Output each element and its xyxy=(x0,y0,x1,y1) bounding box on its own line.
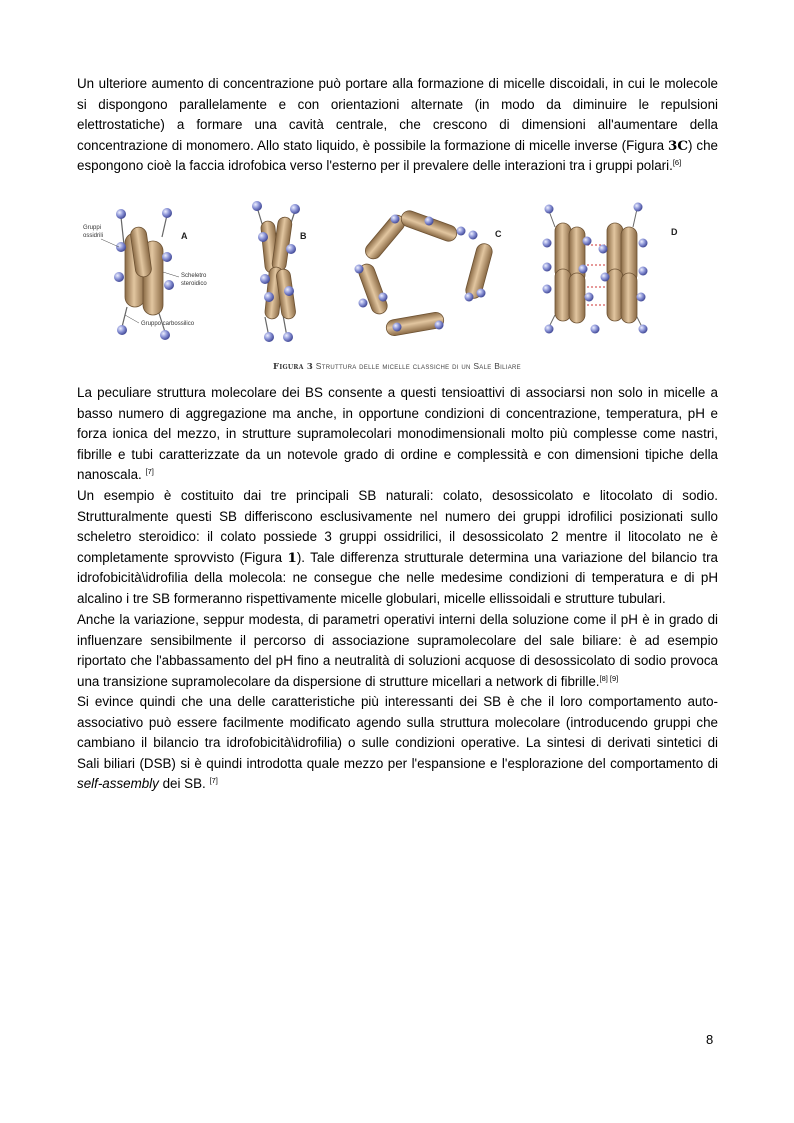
text-line: fibrille e tubi caratterizzate da un notevole grado di ordine e complessità e con dimensioni tipiche della xyxy=(77,446,718,462)
emphasis-self-assembly: self-assembly xyxy=(77,776,159,792)
paragraph-struttura-bs xyxy=(77,383,718,486)
caption-text: Struttura delle micelle classiche di un Sale Biliare xyxy=(313,361,521,371)
micelle-figure xyxy=(77,197,718,347)
text-line: Si evince quindi che una delle caratteristiche più interessanti dei SB è che il loro comportamento auto- xyxy=(77,694,718,709)
text-line: Anche la variazione, seppur modesta, di parametri operativi interni della soluzione come il pH è in grado di xyxy=(77,612,718,627)
figure-ref-3c[interactable]: 3C xyxy=(668,137,688,154)
text-line: associativo può essere facilmente modificato agendo sulla struttura molecolare (introducendo gruppi che xyxy=(77,714,718,730)
text-line xyxy=(77,672,718,693)
text-line: alcalino i tre SB formeranno rispettivamente micelle globulari, micelle ellissoidali e strutture tubulari. xyxy=(77,590,666,606)
text-line xyxy=(77,774,718,795)
text-segment: ). Tale differenza strutturale determina una variazione del bilancio tra xyxy=(296,549,719,565)
citation-ref[interactable]: [7] xyxy=(145,467,154,477)
text-line: La peculiare struttura molecolare dei BS consente a questi tensioattivi di associarsi non solo in micelle a xyxy=(77,385,718,400)
panel-d-micelle xyxy=(543,203,679,334)
annotation-ossidrili: ossidrili xyxy=(83,233,104,239)
paragraph-micelle-discoidali xyxy=(77,74,718,177)
text-line xyxy=(77,465,718,486)
text-line-with-ref xyxy=(77,136,718,157)
panel-label-b: B xyxy=(300,231,307,241)
panel-label-c: C xyxy=(495,229,502,239)
paragraph-auto-associativo xyxy=(77,692,718,795)
text-line: cambiano il bilancio tra idrofobicità\idrofilia) o sulle condizioni operative. La sintesi di derivati sintetici di xyxy=(77,735,718,751)
text-line: idrofobicità\idrofilia della molecola: ne consegue che nelle medesime condizioni di temperatura e di pH xyxy=(77,570,718,586)
text-line: influenzare sensibilmente il percorso di associazione supramolecolare del sale biliare: è ad esempio xyxy=(77,632,718,648)
panel-b-micelle xyxy=(252,201,307,342)
annotation-steroidico: steroidico xyxy=(181,281,207,287)
text-line: Strutturalmente questi SB differiscono esclusivamente nel numero dei gruppi idrofilici posizionati sullo xyxy=(77,508,718,524)
annotation-gruppi: Gruppi xyxy=(83,225,102,231)
annotation-carbossilico: Gruppo carbossilico xyxy=(141,321,195,327)
text-segment: dei SB. xyxy=(158,776,210,792)
text-line: Un ulteriore aumento di concentrazione può portare alla formazione di micelle discoidali, in cui le molecole xyxy=(77,76,718,91)
panel-a-micelle xyxy=(83,208,207,340)
text-line: basso numero di aggregazione ma anche, in opportune condizioni di concentrazione, temperatura, pH e xyxy=(77,405,718,421)
text-segment: completamente sprovvisto (Figura xyxy=(77,549,288,565)
text-line: si dispongono parallelamente e con orientazioni alternate (in modo da diminuire le repulsioni xyxy=(77,96,718,112)
annotation-scheletro: Scheletro xyxy=(181,273,207,279)
text-line: forza ionica del mezzo, in strutture supramolecolari monodimensionali molto più complesse come nastri, xyxy=(77,426,718,442)
text-line: riportato che l'abbassamento del pH fino a neutralità di soluzioni acquose di desossicolato di sodio provoca xyxy=(77,653,718,669)
paragraph-sb-naturali xyxy=(77,486,718,610)
text-line xyxy=(77,156,718,177)
text-line-with-ref xyxy=(77,548,718,569)
text-line: Un esempio è costituito dai tre principali SB naturali: colato, desossicolato e litocolato di sodio. xyxy=(77,488,718,503)
text-line: scheletro steroidico: il colato possiede 3 gruppi ossidrilici, il desossicolato 2 mentre il litocolato ne è xyxy=(77,529,718,545)
citation-ref[interactable]: [6] xyxy=(672,158,682,168)
paragraph-variazione-ph xyxy=(77,610,718,692)
panel-label-a: A xyxy=(181,231,188,241)
citation-ref[interactable]: [7] xyxy=(209,776,218,786)
micelle-illustration xyxy=(77,197,718,347)
text-segment: espongono cioè la faccia idrofobica verso l'esterno per il prevalere delle interazioni tra i gruppi polari. xyxy=(77,158,673,174)
text-line: elettrostatiche) a formare una cavità centrale, che crescono di dimensioni all'aumentare della xyxy=(77,117,718,133)
text-line: Sali biliari (DSB) si è quindi introdotta quale mezzo per l'espansione e l'esplorazione del comportamento di xyxy=(77,755,718,771)
text-segment: ) che xyxy=(688,137,718,153)
panel-label-d: D xyxy=(671,227,678,237)
figure-caption xyxy=(0,361,794,372)
text-segment: concentrazione di monomero. Allo stato liquido, è possibile la formazione di micelle inverse (Figura xyxy=(77,137,669,153)
text-segment: nanoscala. xyxy=(77,467,146,483)
text-segment: una transizione supramolecolare da dispersione di strutture micellari a network di fibrille. xyxy=(77,673,600,689)
figure-ref-1[interactable]: 1 xyxy=(287,549,297,566)
caption-label: Figura 3 xyxy=(273,362,314,372)
citation-ref[interactable]: [8] [9] xyxy=(599,673,619,683)
panel-c-micelle xyxy=(355,209,503,337)
page-number: 8 xyxy=(706,1032,714,1047)
